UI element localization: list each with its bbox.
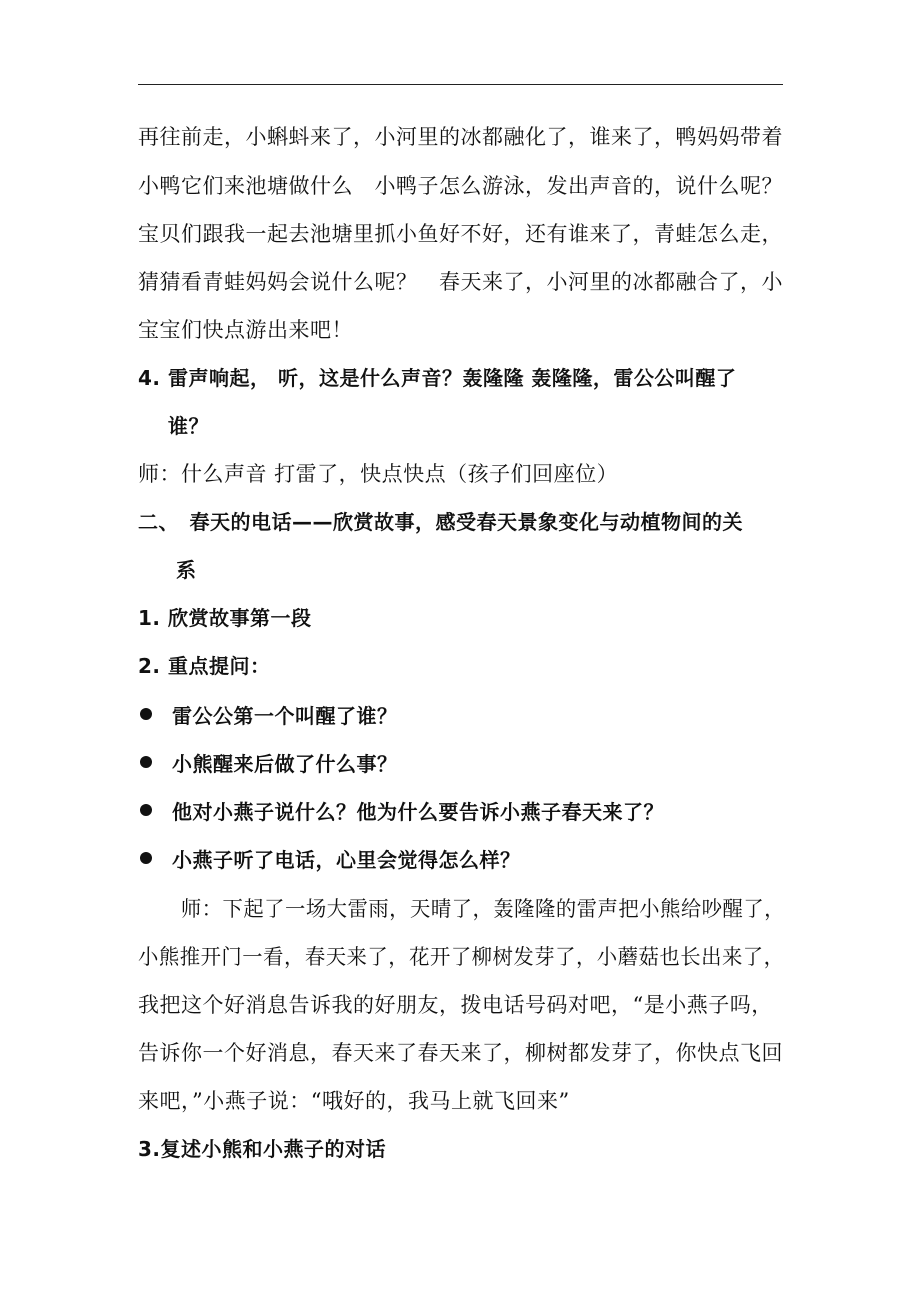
question-text: 小熊醒来后做了什么事？ [172, 751, 398, 776]
paragraph-line: 再往前走，小蝌蚪来了，小河里的冰都融化了，谁来了，鸭妈妈带着 [138, 125, 783, 149]
step-3: 3.复述小熊和小燕子的对话 [138, 1137, 387, 1161]
paragraph-line: 宝宝们快点游出来吧！ [138, 318, 353, 342]
bullet-icon [140, 756, 152, 768]
question-item [138, 747, 398, 777]
teacher-line: 师：什么声音 打雷了，快点快点（孩子们回座位） [138, 462, 619, 486]
question-text: 他对小燕子说什么？他为什么要告诉小燕子春天来了？ [172, 799, 664, 824]
step-1: 1. 欣赏故事第一段 [138, 606, 312, 630]
paragraph-line: 宝贝们跟我一起去池塘里抓小鱼好不好，还有谁来了，青蛙怎么走， [138, 222, 783, 246]
section-2-heading-cont: 系 [176, 558, 197, 582]
bullet-icon [140, 852, 152, 864]
story-line: 我把这个好消息告诉我的好朋友，拨电话号码对吧，“是小燕子吗， [138, 993, 773, 1017]
question-text: 小燕子听了电话，心里会觉得怎么样？ [172, 847, 521, 872]
paragraph-line: 小鸭它们来池塘做什么 小鸭子怎么游泳，发出声音的，说什么呢？ [138, 174, 783, 198]
question-item [138, 843, 521, 873]
bullet-icon [140, 804, 152, 816]
question-item [138, 699, 398, 729]
step-2: 2. 重点提问： [138, 654, 271, 678]
bullet-icon [140, 708, 152, 720]
story-line: 师：下起了一场大雷雨，天晴了，轰隆隆的雷声把小熊给吵醒了， [160, 897, 786, 921]
story-line: 小熊推开门一看，春天来了，花开了柳树发芽了，小蘑菇也长出来了， [138, 945, 785, 969]
section-2-heading: 二、 春天的电话——欣赏故事，感受春天景象变化与动植物间的关 [138, 510, 743, 534]
story-line: 告诉你一个好消息，春天来了春天来了，柳树都发芽了，你快点飞回 [138, 1041, 783, 1065]
question-text: 雷公公第一个叫醒了谁？ [172, 703, 398, 728]
question-item [138, 795, 664, 825]
header-rule [138, 84, 783, 85]
paragraph-line: 猜猜看青蛙妈妈会说什么呢？ 春天来了，小河里的冰都融合了，小 [138, 270, 783, 294]
item-4-heading-cont: 谁？ [168, 414, 209, 438]
item-4-heading: 4. 雷声响起， 听，这是什么声音？轰隆隆 轰隆隆，雷公公叫醒了 [138, 366, 737, 390]
story-line: 来吧，”小燕子说：“哦好的，我马上就飞回来” [138, 1089, 570, 1113]
